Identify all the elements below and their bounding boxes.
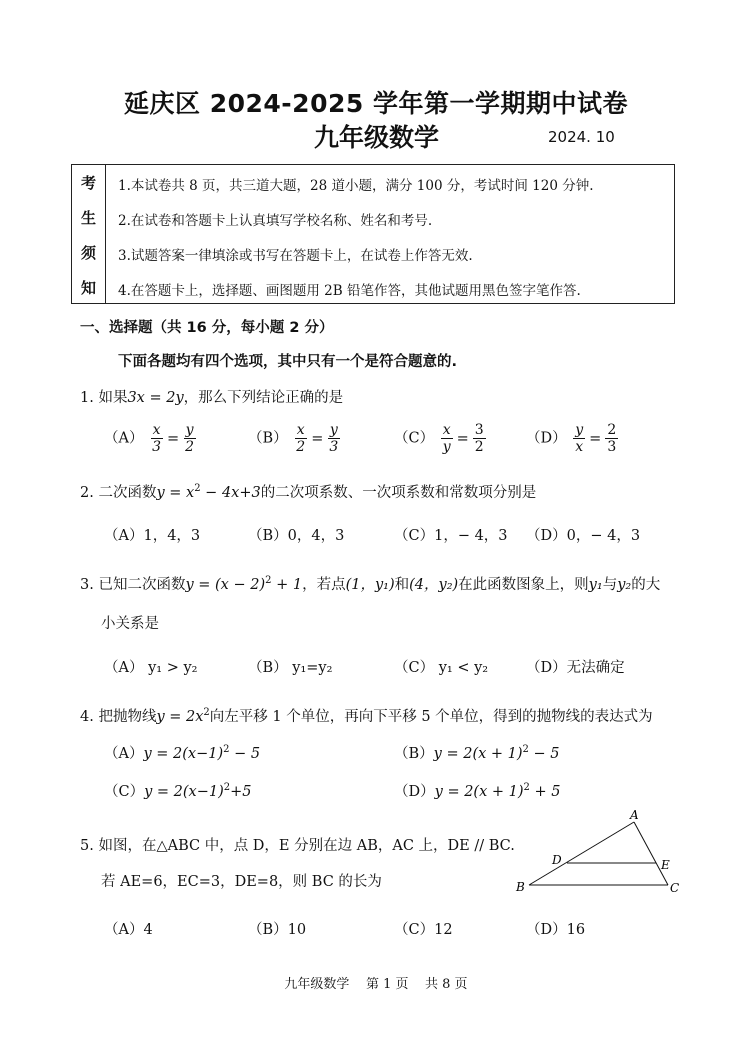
label-e: E xyxy=(661,858,670,872)
question-5-option-c: （C）12 xyxy=(394,922,453,938)
question-2-option-c: （C）1，− 4，3 xyxy=(394,528,508,544)
notice-line: 3.试题答案一律填涂或书写在答题卡上，在试卷上作答无效. xyxy=(118,248,473,264)
section-instruction: 下面各题均有四个选项，其中只有一个是符合题意的. xyxy=(118,354,458,370)
question-2-option-a: （A）1，4，3 xyxy=(104,528,201,544)
question-5-stem: 5. 如图，在△ABC 中，点 D，E 分别在边 AB，AC 上，DE // BC. xyxy=(80,838,515,854)
notice-heading xyxy=(72,165,106,303)
notice-heading-char: 考 xyxy=(80,174,96,192)
question-4-stem: 4. 把抛物线$y = 2x^2$向左平移 1 个单位，再向下平移 5 个单位，得到的抛物线的表达式为 xyxy=(80,707,653,725)
label-d: D xyxy=(552,853,562,867)
question-3-option-d: （D）无法确定 xyxy=(526,660,625,676)
notice-line: 1.本试卷共 8 页，共三道大题，28 道小题，满分 100 分，考试时间 120 分钟. xyxy=(118,178,594,194)
exam-subtitle: 九年级数学 xyxy=(314,123,440,152)
section-title: 一、选择题（共 16 分，每小题 2 分） xyxy=(80,320,334,336)
notice-line: 4.在答题卡上，选择题、画图题用 2B 铅笔作答，其他试题用黑色签字笔作答. xyxy=(118,283,581,299)
label-b: B xyxy=(516,880,525,894)
question-3-option-a: （A） y₁ > y₂ xyxy=(104,660,198,676)
notice-heading-char: 生 xyxy=(80,209,96,227)
notice-box xyxy=(71,164,675,304)
label-a: A xyxy=(630,808,639,822)
triangle-figure xyxy=(510,806,690,900)
question-3-option-c: （C） y₁ < y₂ xyxy=(394,660,489,676)
question-1-option-a: （A） $\frac{x}{3}$ = $\frac{y}{2}$ xyxy=(104,422,195,456)
question-5-option-a: （A）4 xyxy=(104,922,153,938)
edge-ac xyxy=(634,822,668,885)
question-2-option-d: （D）0，− 4，3 xyxy=(526,528,641,544)
question-5-option-b: （B）10 xyxy=(248,922,307,938)
question-3-stem: 3. 已知二次函数$y = (x - 2)^2 + 1$，若点(1，y₁)和(4，y₂)在此函数图象上，则y₁与y₂的大 xyxy=(80,575,661,593)
question-4-option-b: $(B)y = 2(x + 1)^2 - 5$ xyxy=(394,744,560,762)
exam-title: 延庆区 2024-2025 学年第一学期期中试卷 xyxy=(124,89,628,118)
question-4-option-c: $(C)y = 2(x-1)^2+5$ xyxy=(104,782,252,800)
question-4-option-d: $(D)y = 2(x + 1)^2 + 5$ xyxy=(394,782,561,800)
edge-ab xyxy=(529,822,634,885)
question-1-option-b: （B） $\frac{x}{2}$ = $\frac{y}{3}$ xyxy=(248,422,339,456)
question-1-stem: 1. 如果3x = 2y，那么下列结论正确的是 xyxy=(80,390,344,406)
question-1-option-d: （D） $\frac{y}{x}$ = $\frac{2}{3}$ xyxy=(526,422,617,456)
notice-line: 2.在试卷和答题卡上认真填写学校名称、姓名和考号. xyxy=(118,213,433,229)
page-footer: 九年级数学 第 1 页 共 8 页 xyxy=(284,977,468,992)
notice-heading-char: 须 xyxy=(80,244,96,262)
question-5-option-d: （D）16 xyxy=(526,922,586,938)
label-c: C xyxy=(670,881,680,895)
question-5-stem-line2: 若 AE=6，EC=3，DE=8，则 BC 的长为 xyxy=(101,874,382,890)
question-3-stem-line2: 小关系是 xyxy=(101,616,159,632)
question-4-option-a: $(A)y = 2(x-1)^2 - 5$ xyxy=(104,744,261,762)
notice-heading-char: 知 xyxy=(80,279,96,297)
question-2-option-b: （B）0，4，3 xyxy=(248,528,345,544)
question-3-option-b: （B） y₁=y₂ xyxy=(248,660,333,676)
question-1-option-c: （C） $\frac{x}{y}$ = $\frac{3}{2}$ xyxy=(394,422,484,456)
exam-date: 2024. 10 xyxy=(548,128,615,146)
question-2-stem: 2. 二次函数$y = x^2 - 4x+3$的二次项系数、一次项系数和常数项分别是 xyxy=(80,483,537,501)
